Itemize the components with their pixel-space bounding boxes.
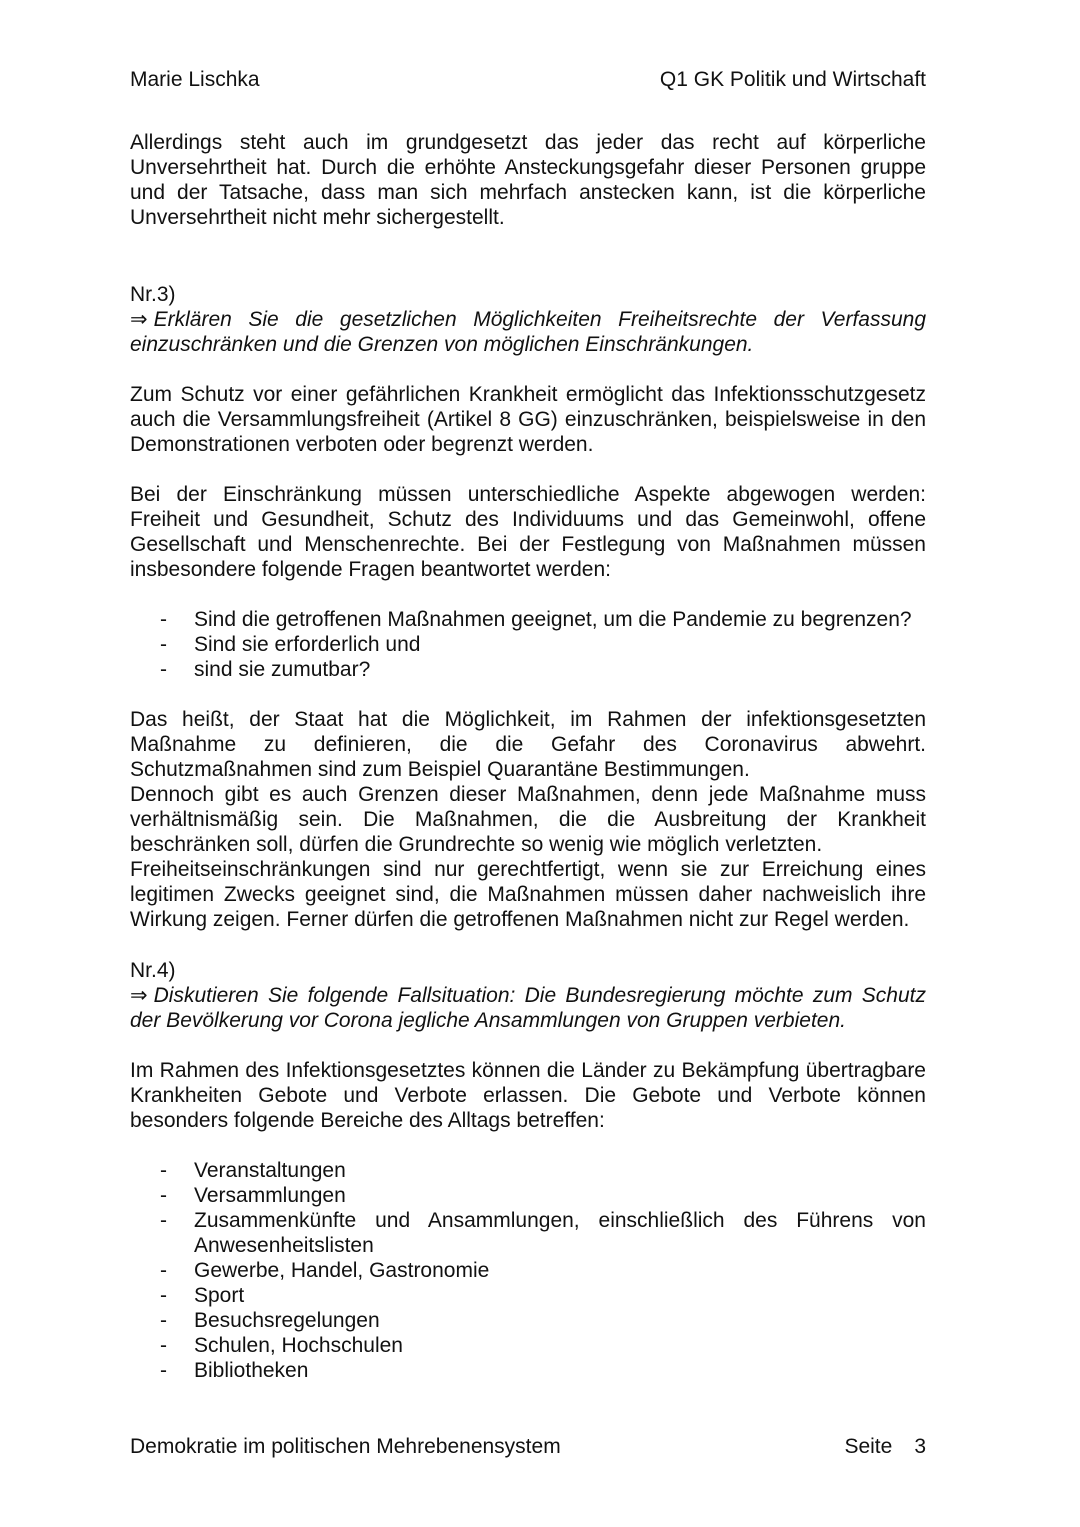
section-3-question-list (130, 607, 926, 682)
dash-bullet-icon: - (160, 1359, 167, 1382)
page-number: 3 (914, 1435, 926, 1458)
list-item: - sind sie zumutbar? (160, 658, 371, 681)
section-3-paragraph-3: Das heißt, der Staat hat die Möglichkeit, im Rahmen der infektionsgesetzten Maßnahme zu definieren, die die Gefahr des Coronavirus abwehrt. Schutzmaßnahmen sind zum Beispiel Quarantäne Bestimmungen. (130, 708, 926, 781)
dash-bullet-icon: - (160, 1159, 167, 1182)
dash-bullet-icon: - (160, 608, 167, 631)
list-item: - Versammlungen (160, 1184, 346, 1207)
dash-bullet-icon: - (160, 1284, 167, 1307)
list-item: - Schulen, Hochschulen (160, 1334, 403, 1357)
list-item: - Sport (160, 1284, 245, 1307)
dash-bullet-icon: - (160, 1309, 167, 1332)
section-3-paragraph-5: Freiheitseinschränkungen sind nur gerechtfertigt, wenn sie zur Erreichung eines legitimen Zwecks geeignet sind, die Maßnahmen müssen daher nachweislich ihre Wirkung zeigen. Ferner dürfen die getroffenen Maßnahmen nicht zur Regel werden. (130, 858, 926, 931)
intro-paragraph: Allerdings steht auch im grundgesetzt das jeder das recht auf körperliche Unversehrtheit hat. Durch die erhöhte Ansteckungsgefahr dieser Personen gruppe und der Tatsache, dass man sich mehrfach anstecken kann, ist die körperliche Unversehrtheit nicht mehr sichergestellt. (130, 131, 926, 229)
section-3-number: Nr.3) (130, 283, 176, 306)
page-label: Seite (844, 1435, 893, 1458)
section-4-paragraph-1: Im Rahmen des Infektionsgesetztes können die Länder zu Bekämpfung übertragbare Krankheiten Gebote und Verbote erlassen. Die Gebote und Verbote können besonders folgende Bereiche des Alltags betreffen: (130, 1059, 926, 1132)
page-footer (130, 1435, 926, 1459)
section-4-area-list (130, 1158, 926, 1383)
list-item: - Sind sie erforderlich und (160, 633, 421, 656)
dash-bullet-icon: - (160, 1184, 167, 1207)
author-name: Marie Lischka (130, 68, 260, 91)
section-3-paragraph-1: Zum Schutz vor einer gefährlichen Krankheit ermöglicht das Infektionsschutzgesetz auch die Versammlungsfreiheit (Artikel 8 GG) einzuschränken, beispielsweise in den Demonstrationen verboten oder begrenzt werden. (130, 383, 926, 456)
dash-bullet-icon: - (160, 1259, 167, 1282)
section-3-paragraph-2: Bei der Einschränkung müssen unterschiedliche Aspekte abgewogen werden: Freiheit und Gesundheit, Schutz des Individuums und das Gemeinwohl, offene Gesellschaft und Menschenrechte. Bei der Festlegung von Maßnahmen müssen insbesondere folgende Fragen beantwortet werden: (130, 483, 926, 581)
implies-arrow-icon: ⇒ (130, 308, 148, 331)
list-item: - Veranstaltungen (160, 1159, 346, 1182)
list-item: - Gewerbe, Handel, Gastronomie (160, 1259, 490, 1282)
list-item: - Besuchsregelungen (160, 1309, 380, 1332)
list-item: - Zusammenkünfte und Ansammlungen, einschließlich des Führens von Anwesenheitslisten (160, 1209, 926, 1257)
section-4-number: Nr.4) (130, 959, 176, 982)
section-4-task (130, 983, 926, 1033)
section-3-task (130, 307, 926, 357)
page-indicator (844, 1435, 926, 1459)
list-item: - Bibliotheken (160, 1359, 309, 1382)
section-3-paragraph-4: Dennoch gibt es auch Grenzen dieser Maßnahmen, denn jede Maßnahme muss verhältnismäßig sein. Die Maßnahmen, die die Ausbreitung der Krankheit beschränken soll, dürfen die Grundrechte so wenig wie möglich verletzten. (130, 783, 926, 856)
dash-bullet-icon: - (160, 1209, 167, 1232)
dash-bullet-icon: - (160, 633, 167, 656)
implies-arrow-icon: ⇒ (130, 984, 148, 1007)
section-3-task-text: Erklären Sie die gesetzlichen Möglichkeiten Freiheitsrechte der Verfassung einzuschränken und die Grenzen von möglichen Einschränkungen. (130, 308, 926, 356)
list-item: - Sind die getroffenen Maßnahmen geeignet, um die Pandemie zu begrenzen? (160, 608, 912, 631)
course-title: Q1 GK Politik und Wirtschaft (659, 68, 926, 91)
footer-topic: Demokratie im politischen Mehrebenensystem (130, 1435, 561, 1458)
page-header (130, 68, 926, 92)
dash-bullet-icon: - (160, 1334, 167, 1357)
section-4-task-text: Diskutieren Sie folgende Fallsituation: Die Bundesregierung möchte zum Schutz der Bevölkerung vor Corona jegliche Ansammlungen von Gruppen verbieten. (130, 984, 926, 1032)
dash-bullet-icon: - (160, 658, 167, 681)
